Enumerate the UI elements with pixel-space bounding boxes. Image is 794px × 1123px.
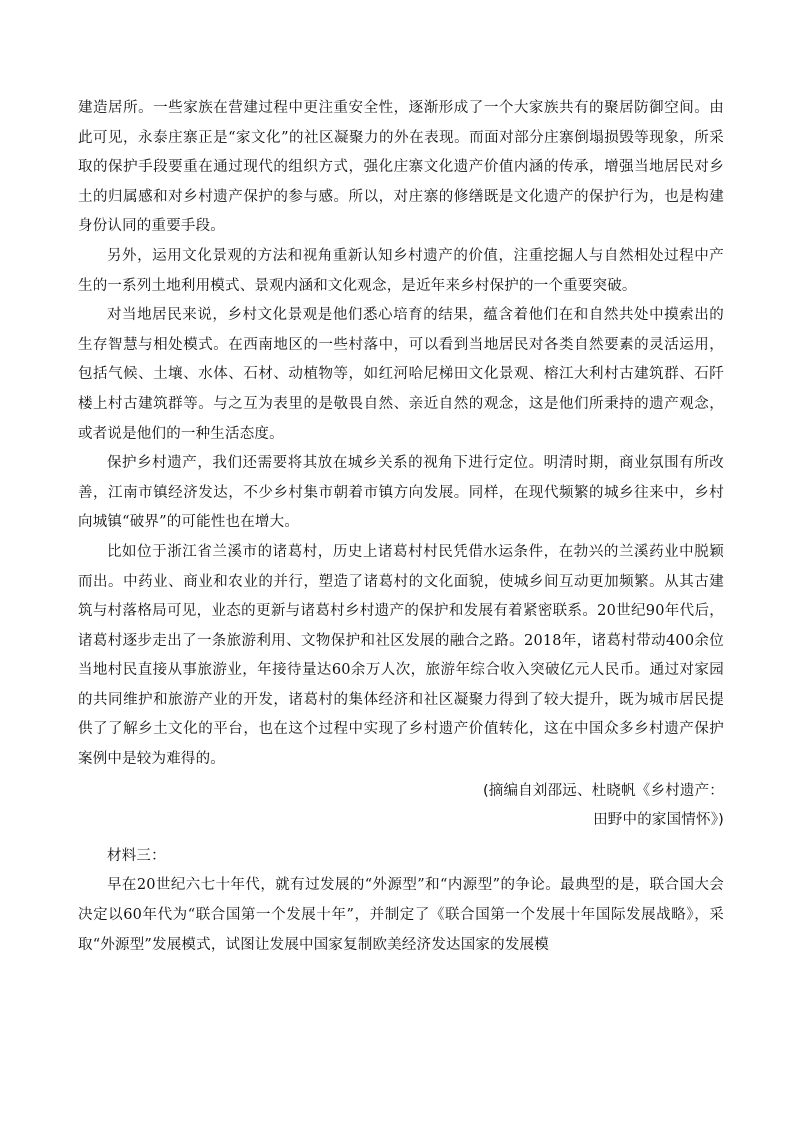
paragraph-cultural-landscape: 另外，运用文化景观的方法和视角重新认知乡村遗产的价值，注重挖掘人与自然相处过程中产生的一系列土地利用模式、景观内涵和文化观念，是近年来乡村保护的一个重要突破。 [78, 247, 724, 294]
paragraph-zhuge-village: 比如位于浙江省兰溪市的诸葛村，历史上诸葛村村民凭借水运条件，在勃兴的兰溪药业中脱颖而出。中药业、商业和农业的并行，塑造了诸葛村的文化面貌，使城乡间互动更加频繁。从其古建筑与村落格局可见，业态的更新与诸葛村乡村遗产的保护和发展有着紧密联系。20世纪90年代后，诸葛村逐步走出了一条旅游利用、文物保护和社区发展的融合之路。2018年，诸葛村带动400余位当地村民直接从事旅游业，年接待量达60余万人次，旅游年综合收入突破亿元人民币。通过对家园的共同维护和旅游产业的开发，诸葛村的集体经济和社区凝聚力得到了较大提升，既为城市居民提供了了解乡土文化的平台，也在这个过程中实现了乡村遗产价值转化，这在中国众多乡村遗产保护案例中是较为难得的。 [78, 543, 724, 768]
material-3-paragraph: 早在20世纪六七十年代，就有过发展的“外源型”和“内源型”的争论。最典型的是，联合国大会决定以60年代为“联合国第一个发展十年”，并制定了《联合国第一个发展十年国际发展战略》，采取“外源型”发展模式，试图让发展中国家复制欧美经济发达国家的发展模 [78, 877, 724, 953]
material-3-heading: 材料三： [107, 847, 166, 864]
paragraph-local-residents: 对当地居民来说，乡村文化景观是他们悉心培育的结果，蕴含着他们在和自然共处中摸索出的生存智慧与相处模式。在西南地区的一些村落中，可以看到当地居民对各类自然要素的灵活运用，包括气候、土壤、水体、石材、动植物等，如红河哈尼梯田文化景观、榕江大利村古建筑群、石阡楼上村古建筑群等。与之互为表里的是敬畏自然、亲近自然的观念，这是他们所秉持的遗产观念，或者说是他们的一种生活态度。 [78, 307, 724, 442]
paragraph-zhuangzhai-protection: 建造居所。一些家族在营建过程中更注重安全性，逐渐形成了一个大家族共有的聚居防御空间。由此可见，永泰庄寨正是“家文化”的社区凝聚力的外在表现。而面对部分庄寨倒塌损毁等现象，所采取的保护手段要重在通过现代的组织方式，强化庄寨文化遗产价值内涵的传承，增强当地居民对乡土的归属感和对乡村遗产保护的参与感。所以，对庄寨的修缮既是文化遗产的保护行为，也是构建身份认同的重要手段。 [78, 100, 724, 235]
source-citation-line-1: (摘编自刘邵远、杜晓帆《乡村遗产： [482, 782, 724, 799]
paragraph-urban-rural: 保护乡村遗产，我们还需要将其放在城乡关系的视角下进行定位。明清时期，商业氛围有所改善，江南市镇经济发达，不少乡村集市朝着市镇方向发展。同样，在现代频繁的城乡往来中，乡村向城镇“破界”的可能性也在增大。 [78, 455, 724, 531]
source-citation [78, 777, 724, 836]
document-page [78, 94, 724, 960]
source-citation-line-2: 田野中的家国情怀》) [593, 812, 724, 829]
